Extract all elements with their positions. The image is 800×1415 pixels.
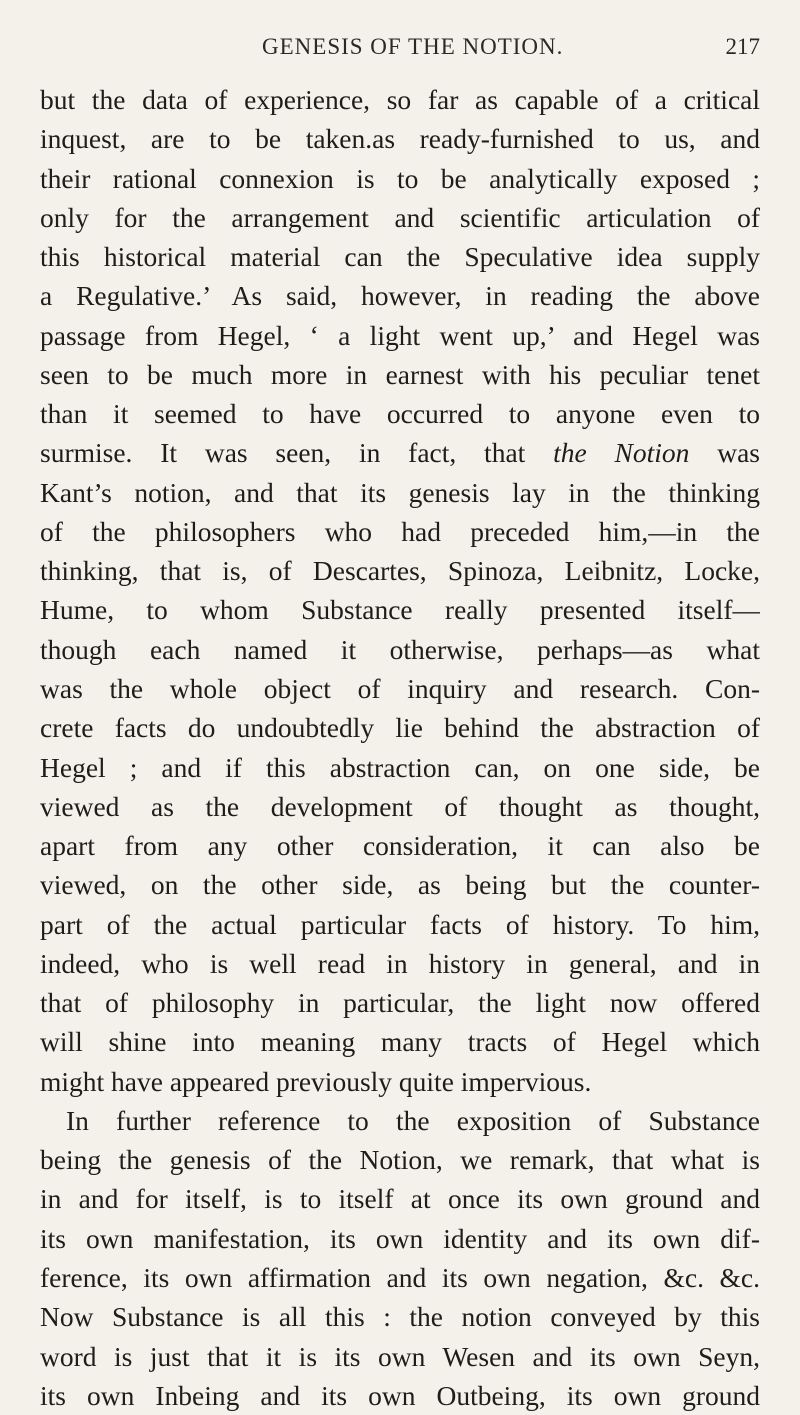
text-line: Hegel ; and if this abstraction can, on one side, be bbox=[40, 751, 760, 783]
text-line: its own Inbeing and its own Outbeing, its own ground bbox=[40, 1379, 760, 1411]
text-line: only for the arrangement and scientific articulation of bbox=[40, 201, 760, 233]
text-line: might have appeared previously quite impervious. bbox=[40, 1065, 592, 1097]
running-head bbox=[0, 34, 800, 64]
text-line: being the genesis of the Notion, we remark, that what is bbox=[40, 1144, 760, 1176]
text-line: Hume, to whom Substance really presented itself— bbox=[40, 594, 760, 626]
text-line: indeed, who is well read in history in general, and in bbox=[40, 947, 760, 979]
text-line: In further reference to the exposition of Substance bbox=[66, 1104, 760, 1136]
text-line: that of philosophy in particular, the light now offered bbox=[40, 987, 760, 1019]
text-line: seen to be much more in earnest with his peculiar tenet bbox=[40, 358, 760, 390]
text-line: will shine into meaning many tracts of Hegel which bbox=[40, 1026, 760, 1058]
text-line: part of the actual particular facts of history. To him, bbox=[40, 908, 760, 940]
text-line: this historical material can the Speculative idea supply bbox=[40, 241, 760, 273]
text-line: viewed, on the other side, as being but the counter- bbox=[40, 869, 760, 901]
italic-term: the Notion bbox=[553, 437, 690, 469]
text-line: its own manifestation, its own identity and its own dif- bbox=[40, 1222, 760, 1254]
text-line: in and for itself, is to itself at once its own ground and bbox=[40, 1183, 760, 1215]
text-line: word is just that it is its own Wesen and its own Seyn, bbox=[40, 1340, 760, 1372]
text-line: Kant’s notion, and that its genesis lay in the thinking bbox=[40, 476, 760, 508]
body-text bbox=[40, 80, 760, 1415]
running-head-title: GENESIS OF THE NOTION. bbox=[262, 34, 564, 59]
text-line: apart from any other consideration, it can also be bbox=[40, 830, 760, 862]
text-line-start: surmise. It was seen, in fact, that bbox=[40, 437, 526, 469]
text-line-end: was bbox=[717, 437, 760, 469]
text-line: ference, its own affirmation and its own negation, &c. &c. bbox=[40, 1261, 760, 1293]
text-line: thinking, that is, of Descartes, Spinoza, Leibnitz, Locke, bbox=[40, 555, 760, 587]
text-line: passage from Hegel, ‘ a light went up,’ and Hegel was bbox=[40, 319, 760, 351]
text-line: viewed as the development of thought as thought, bbox=[40, 790, 760, 822]
page-number: 217 bbox=[725, 34, 760, 59]
text-line: was the whole object of inquiry and research. Con- bbox=[40, 672, 760, 704]
text-line: than it seemed to have occurred to anyone even to bbox=[40, 398, 760, 430]
text-line: crete facts do undoubtedly lie behind the abstraction of bbox=[40, 712, 760, 744]
text-line: their rational connexion is to be analytically exposed ; bbox=[40, 162, 760, 194]
text-line: though each named it otherwise, perhaps—as what bbox=[40, 633, 760, 665]
text-line: a Regulative.’ As said, however, in reading the above bbox=[40, 280, 760, 312]
text-line: inquest, are to be taken.as ready-furnished to us, and bbox=[40, 123, 760, 155]
text-line: but the data of experience, so far as capable of a critical bbox=[40, 84, 760, 115]
text-line bbox=[40, 433, 760, 472]
text-line: of the philosophers who had preceded him,—in the bbox=[40, 515, 760, 547]
text-line: Now Substance is all this : the notion conveyed by this bbox=[40, 1301, 760, 1333]
